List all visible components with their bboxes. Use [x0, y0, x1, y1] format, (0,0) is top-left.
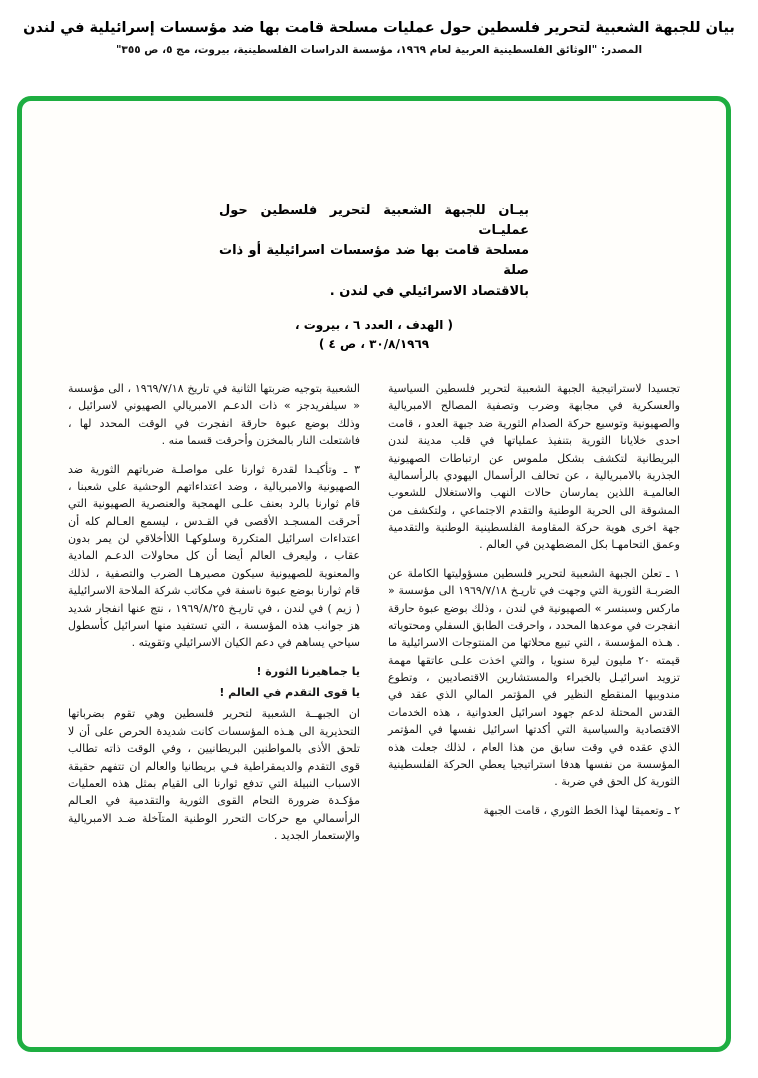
column-left [68, 380, 360, 855]
publication-citation-line: ٣٠/٨/١٩٦٩ ، ص ٤ ) [318, 336, 430, 351]
paragraph: ٢ ـ وتعميقا لهذا الخط الثوري ، قامت الجبهة [483, 803, 680, 817]
paragraph: ١ ـ تعلن الجبهة الشعبية لتحرير فلسطين مسؤوليتها الكاملة عن الضربـة الثورية التي وجهت في تاريـخ ١٩٦٩/٧/١٨ الى مؤسسة « ماركس وسبنسر » الصهيونية في لندن ، وذلك بوضع عبوة حارقة انفجرت في موعدها المحدد ، واحرقت الطابق السفلي ومحتوياته . هـذه المؤسسة ، التي تبيع محلاتها من المنتوجات الاسرائيلية ما قيمته ٢٠ مليون ليرة سنويا ، والتي اخذت علـى عاتقها مهمة تزويد اسرائيـل بالخبراء والمستشارين الاقتصاديين ، وتطوع مندوبيها المنقطع النظير في المؤتمر المالي الذي عقد في القدس المحتلة لدعم جهود اسرائيل العدوانية ، هذه الخدمات الاقتصادية والسياسية التي أكدتها اسرائيل نفسها في المؤتمر الذي عقده في وقت سابق من هذا العام ، لذلك جعلت هذه المؤسسة من نفسها هدفا استراتيجيا يعطي الحركة الفلسطينية الثورية كل الحق في ضربة . [388, 566, 680, 789]
document-title-line: بالاقتصاد الاسرائيلي في لندن . [329, 283, 529, 299]
paragraph: ٣ ـ وتأكيـدا لقدرة ثوارنا على مواصلـة ضرباتهم الثورية ضد الصهيونية والامبريالية ، وضد اعتداءاتهم الوحشية على شعبنا ، قام ثوارنا بالرد بعنف علـى الهمجية والعنصرية الصهيونية التي أحرقت المسجـد الأقصى في القـدس ، ليسمع العـالم كله أن اعتداءات اسرائيل المتكررة وسلوكهـا اللاأخلاقي لن يمر بدون عقاب ، وليعرف العالم أيضا أن كل محاولات الدعـم المادية والمعنوية للصهيونية سيكون مصيرهـا الضرب والتصفية ، لذلك قام ثوارنا بوضع عبوة ناسفة في مكاتب شركة الملاحة الاسرائيلية ( زيم ) في لندن ، في تاريـخ ١٩٦٩/٨/٢٥ ، نتج عنها انفجار شديد هز جوانب هذه المؤسسة ، التي تستفيد منها اسرائيل كأسطول سياحي يساهم في دعم الكيان الاسرائيلي وتقويته . [68, 462, 361, 650]
source-citation: المصدر: "الوثائق الفلسطينية العربية لعام ١٩٦٩، مؤسسة الدراسات الفلسطينية، بيروت، مج ٥، ص ٣٥٥" [115, 44, 643, 56]
column-right [388, 380, 680, 855]
paragraph: ان الجبهــة الشعبية لتحرير فلسطين وهي تقوم بضرباتها التحذيرية الى هـذه المؤسسات كانت شديدة الحرص على أن لا تلحق الأذى بالمواطنين البريطانيين ، وفي الوقت ذاته تطالب قوى التقدم والديمقراطية فـي بريطانيا والعالم ان تتفهم حقيقة الاسباب النبيلة التي تدفع ثوارنا الى القيام بمثل هذه العمليات مؤكـدة ضرورة التحام القوى الثورية والتقدمية في العـالم الرأسمالي مع حركات التحرر الوطنية المتآخلة ضـد الامبريالية والإستعمار الجديد . [68, 707, 360, 843]
paragraph: تجسيدا لاستراتيجية الجبهة الشعبية لتحرير فلسطين السياسية والعسكرية في مجابهة وضرب وتصفية المصالح الامبريالية والصهيونية وتوسيع حركة الصدام الثورية ضد جبهة العدو ، قامت احدى خلايانا الثورية بتنفيذ عملياتها في قلب مدينة لندن البريطانية لتكشف بشكل ملموس عن ارتباطات الصهيونية الجذرية بالامبريالية ، عن تحالف الرأسمال اليهودي بالرأسمالية العالميـة اللذين يمارسان حالات النهب والاستغلال للشعوب المشوقة الى الحرية الوطنية والتقدم الاجتماعي ، ولتكشف من جهة اخرى هوية حركة المقاومة الفلسطينية الوطنية والتقدمية وعمق التحامهـا بكل المضطهدين في العالم . [388, 382, 680, 552]
document-scan-frame [17, 96, 731, 1052]
document-title-line: بيـان للجبهة الشعبية لتحرير فلسطين حول عمليـات [219, 203, 529, 239]
two-column-text [68, 380, 680, 855]
document-body [22, 101, 726, 855]
paragraph: الشعبية بتوجيه ضربتها الثانية في تاريخ ١٩٦٩/٧/١٨ ، الى مؤسسة « سيلفريدجز » ذات الدعـم الامبريالي الصهيوني لاسرائيل ، وذلك بوضع عبوة حارقة انفجرت في الوقت المحدد لها ، فاشتعلت النار بالمخزن وأحرقت قسما منه . [68, 382, 360, 448]
document-title-line: مسلحة قامت بها ضد مؤسسات اسرائيلية أو ذات صلة [219, 243, 529, 279]
document-title [219, 201, 529, 302]
page-title: بيان للجبهة الشعبية لتحرير فلسطين حول عمليات مسلحة قامت بها ضد مؤسسات إسرائيلية في لندن [23, 20, 735, 36]
slogan-line: يا قوى التقدم في العالم ! [219, 686, 360, 700]
publication-citation [68, 316, 680, 354]
slogan-line: يا جماهيرنا الثورة ! [256, 664, 360, 678]
publication-citation-line: ( الهدف ، العدد ٦ ، بيروت ، [294, 317, 454, 332]
